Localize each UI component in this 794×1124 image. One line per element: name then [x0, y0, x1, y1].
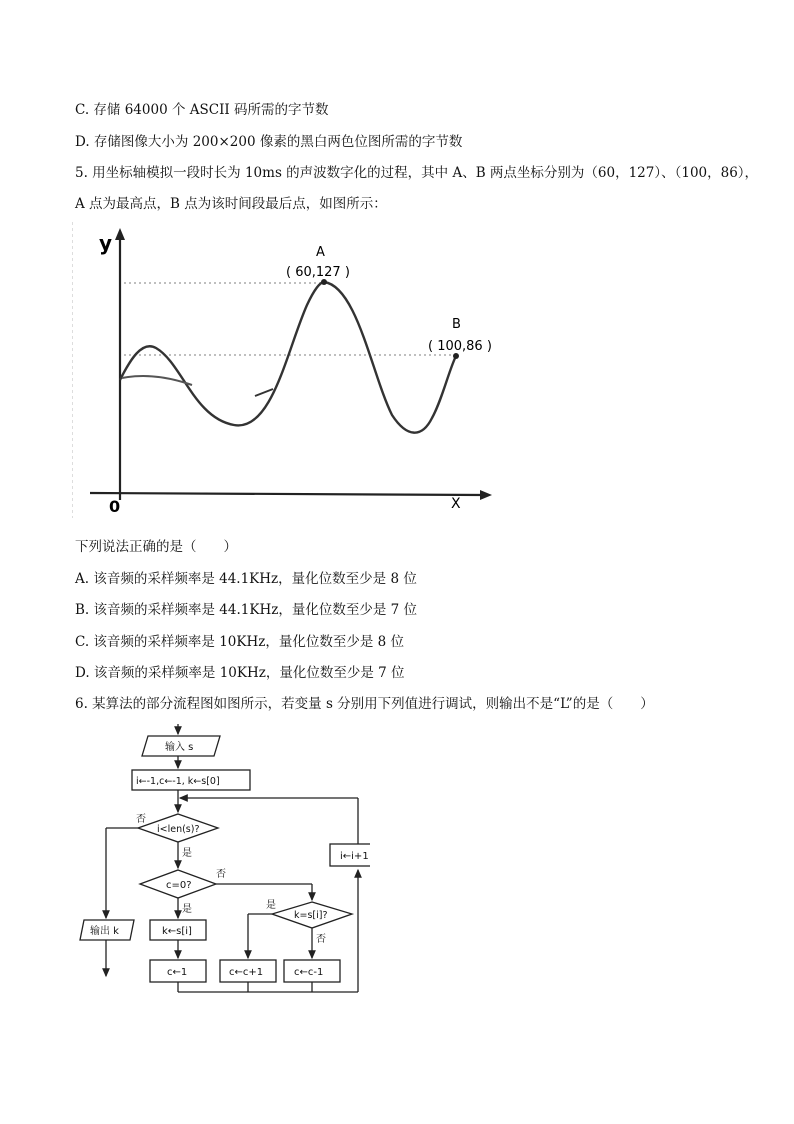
- no-label-3: 否: [316, 934, 326, 945]
- question-5-option-c: C. 该音频的采样频率是 10KHz，量化位数至少是 8 位: [75, 634, 405, 650]
- cond-k-equal-label: k=s[i]?: [294, 910, 328, 921]
- input-label: 输入 s: [165, 742, 194, 753]
- yes-label-1: 是: [182, 848, 192, 859]
- option-d-line: D. 存储图像大小为 200×200 像素的黑白两色位图所需的字节数: [75, 134, 463, 150]
- sound-wave: [120, 282, 456, 433]
- c-set-label: c←1: [167, 967, 188, 978]
- option-c-line: C. 存储 64000 个 ASCII 码所需的字节数: [75, 102, 329, 118]
- origin-label: 0: [109, 497, 121, 516]
- flowchart: [70, 722, 370, 1002]
- question-5-option-d: D. 该音频的采样频率是 10KHz，量化位数至少是 7 位: [75, 665, 405, 681]
- x-axis-arrow: [480, 490, 492, 500]
- point-b-name: B: [452, 317, 461, 332]
- y-axis-arrow: [115, 228, 125, 240]
- point-a-name: A: [316, 245, 325, 260]
- waveform-figure: [72, 220, 512, 520]
- no-label-2: 否: [216, 869, 226, 880]
- point-a-coord: ( 60,127 ): [286, 265, 350, 280]
- yes-label-3: 是: [266, 900, 276, 911]
- point-b-coord: ( 100,86 ): [428, 339, 492, 354]
- x-axis-label: X: [451, 496, 461, 512]
- question-5-option-a: A. 该音频的采样频率是 44.1KHz，量化位数至少是 8 位: [75, 571, 417, 587]
- question-5-option-b: B. 该音频的采样频率是 44.1KHz，量化位数至少是 7 位: [75, 602, 417, 618]
- no-label-1: 否: [136, 814, 146, 825]
- output-label: 输出 k: [90, 926, 119, 937]
- cond-i-len-label: i<len(s)?: [157, 824, 200, 835]
- y-axis-label: y: [99, 231, 113, 255]
- question-5-line2: A 点为最高点，B 点为该时间段最后点，如图所示：: [75, 196, 387, 212]
- i-inc-label: i←i+1: [340, 851, 369, 862]
- init-label: i←-1,c←-1, k←s[0]: [136, 776, 220, 787]
- question-5-prompt: 下列说法正确的是（ ）: [75, 539, 237, 555]
- yes-label-2: 是: [182, 904, 192, 915]
- c-dec-label: c←c-1: [294, 967, 324, 978]
- question-5-line1: 5. 用坐标轴模拟一段时长为 10ms 的声波数字化的过程，其中 A、B 两点坐标分别为（60，127）、（100，86），: [75, 165, 759, 181]
- assign-k-label: k←s[i]: [162, 926, 192, 937]
- tick-mark: [255, 389, 273, 396]
- x-axis: [90, 493, 484, 495]
- cond-c-zero-label: c=0?: [166, 880, 192, 891]
- question-6-line: 6. 某算法的部分流程图如图所示，若变量 s 分别用下列值进行调试，则输出不是“L”的是（ ）: [75, 696, 654, 712]
- c-inc-label: c←c+1: [229, 967, 264, 978]
